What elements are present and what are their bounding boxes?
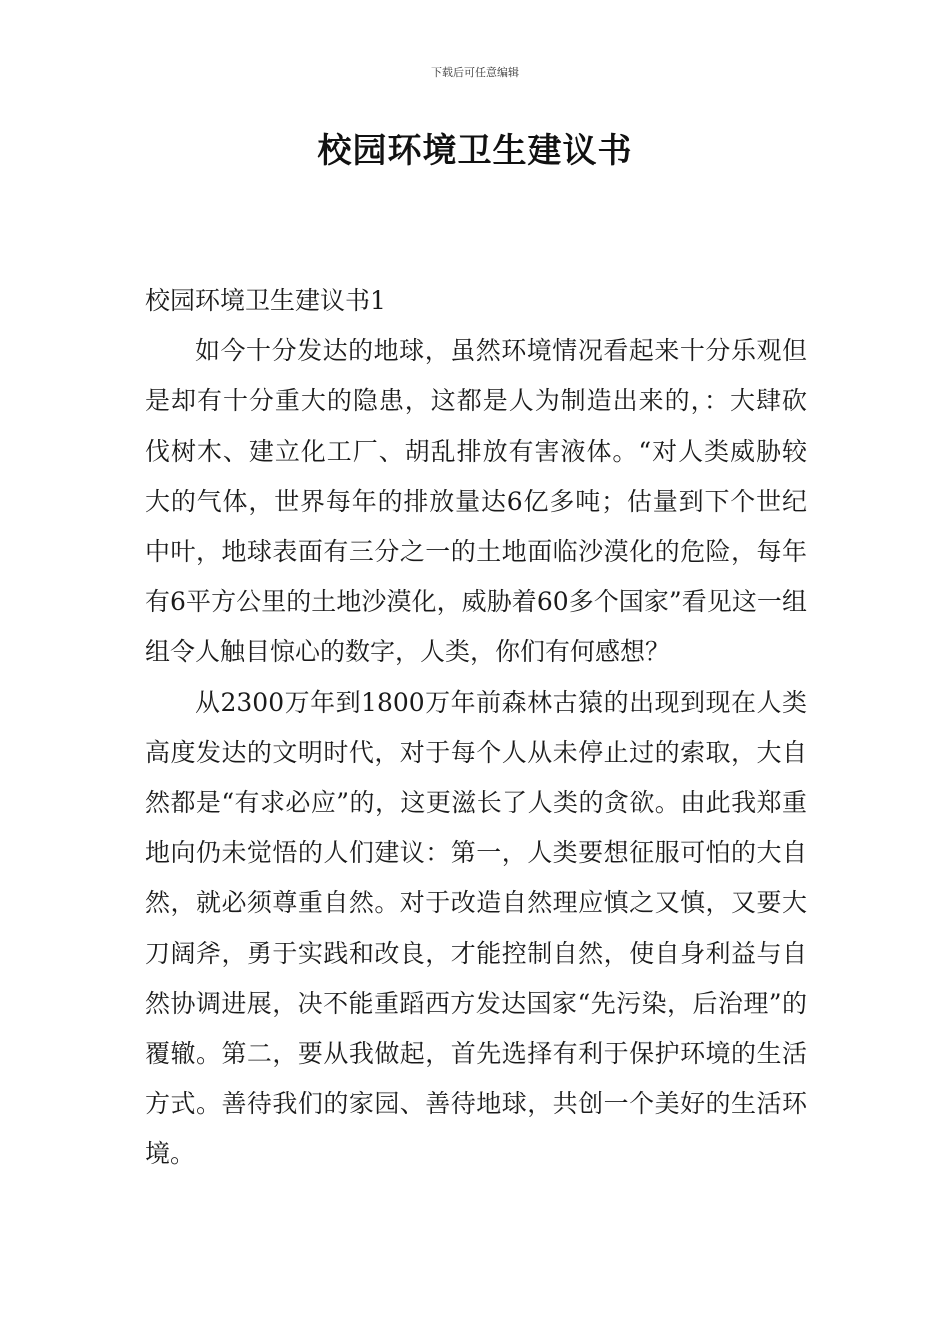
header-note: 下载后可任意编辑	[431, 66, 519, 79]
paragraph-1: 如今十分发达的地球，虽然环境情况看起来十分乐观但是却有十分重大的隐患，这都是人为制造出来的，：大肆砍伐树木、建立化工厂、胡乱排放有害液体。“对人类威胁较大的气体，世界每年的排放量达6亿多吨；估量到下个世纪中叶，地球表面有三分之一的土地面临沙漠化的危险，每年有6平方公里的土地沙漠化，威胁着60多个国家”看见这一组组令人触目惊心的数字，人类，你们有何感想？	[145, 336, 807, 667]
document-body	[145, 276, 807, 1180]
paragraph-2: 从2300万年到1800万年前森林古猿的出现到现在人类高度发达的文明时代，对于每个人从未停止过的索取，大自然都是“有求必应”的，这更滋长了人类的贪欲。由此我郑重地向仍未觉悟的人们建议：第一，人类要想征服可怕的大自然，就必须尊重自然。对于改造自然理应慎之又慎，又要大刀阔斧，勇于实践和改良，才能控制自然，使自身利益与自然协调进展，决不能重蹈西方发达国家“先污染，后治理”的覆辙。第二，要从我做起，首先选择有利于保护环境的生活方式。善待我们的家园、善待地球，共创一个美好的生活环境。	[145, 687, 807, 1169]
section-heading: 校园环境卫生建议书1	[145, 286, 386, 315]
document-title: 校园环境卫生建议书	[317, 131, 633, 171]
